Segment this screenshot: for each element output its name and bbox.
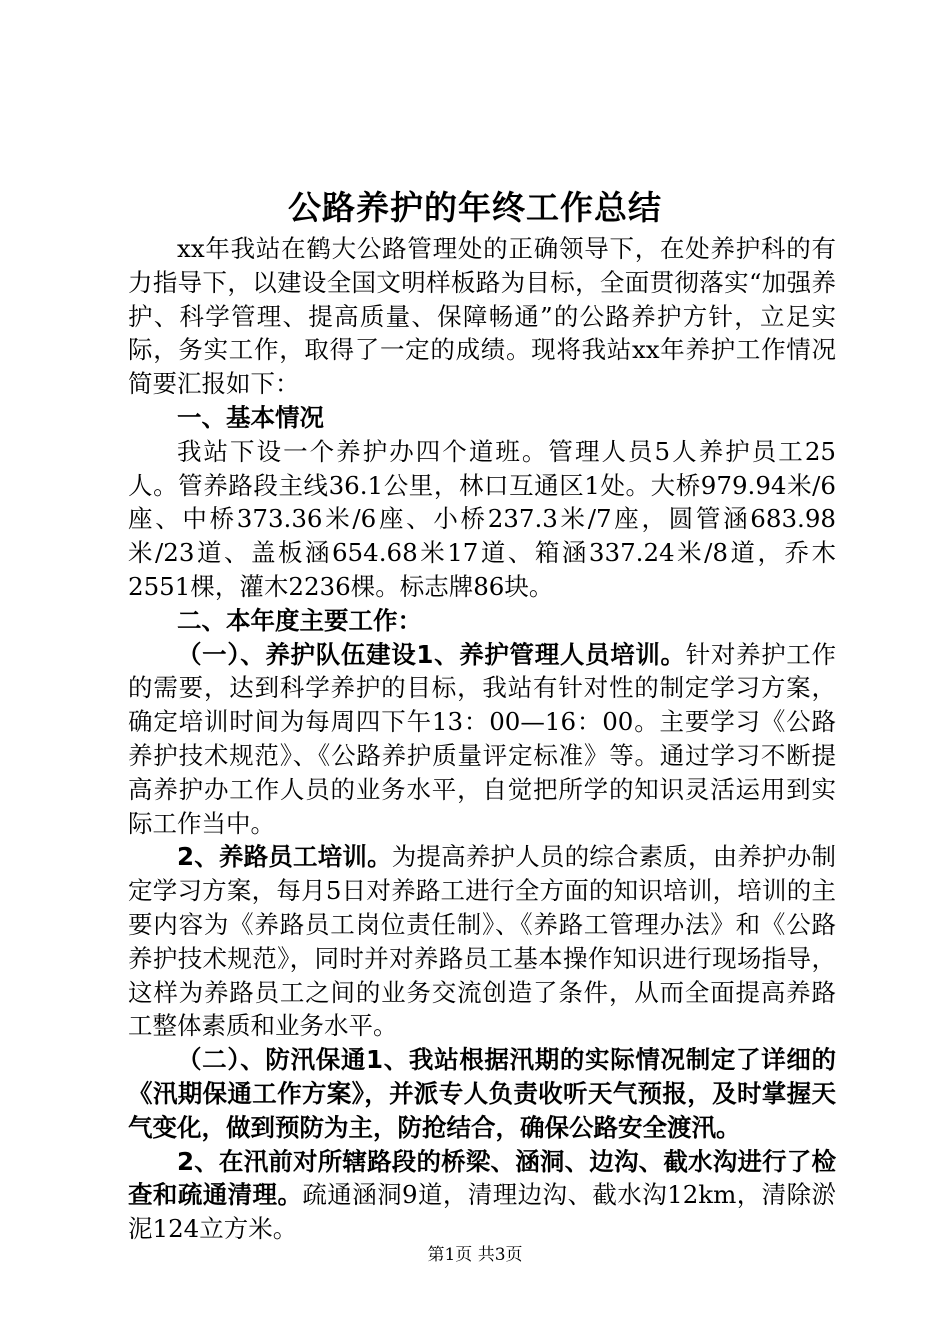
drainage-lead: 2、在汛前对所辖路段的桥梁、涵洞、边沟、截水沟进行了检查和疏通清理。 [128, 1146, 836, 1210]
team-building-text: 针对养护工作的需要，达到科学养护的目标，我站有针对性的制定学习方案，确定培训时间为每周四下午13：00—16：00。主要学习《公路养护技术规范》、《公路养护质量评定标准》等。通过学习不断提高养护办工作人员的业务水平，自觉把所学的知识灵活运用到实际工作当中。 [128, 639, 837, 838]
team-building-lead: （一）、养护队伍建设1、养护管理人员培训。 [177, 639, 686, 669]
worker-training-text: 为提高养护人员的综合素质，由养护办制定学习方案，每月5日对养路工进行全方面的知识培训，培训的主要内容为《养路员工岗位责任制》、《养路工管理办法》和《公路养护技术规范》，同时并对养路员工基本操作知识进行现场指导，这样为养路员工之间的业务交流创造了条件，从而全面提高养路工整体素质和业务水平。 [128, 842, 837, 1041]
drainage-text: 疏通涵洞9道，清理边沟、截水沟12km，清除淤泥124立方米。 [128, 1180, 837, 1244]
basic-info-paragraph: 我站下设一个养护办四个道班。管理人员5人养护员工25人。管养路段主线36.1公里，林口互通区1处。大桥979.94米/6座、中桥373.36米/6座、小桥237.3米/7座，圆管涵683.98米/23道、盖板涵654.68米17道、箱涵337.24米/8道，乔木2551棵，灌木2236棵。标志牌86块。 [128, 436, 836, 601]
document-title: 公路养护的年终工作总结 [288, 188, 662, 227]
worker-training-paragraph [128, 840, 836, 1043]
worker-training-lead: 2、养路员工培训。 [177, 842, 392, 872]
section-heading-main-work: 二、本年度主要工作： [177, 605, 422, 635]
document-body [128, 232, 836, 1246]
intro-paragraph: xx年我站在鹤大公路管理处的正确领导下，在处养护科的有力指导下，以建设全国文明样板路为目标，全面贯彻落实“加强养护、科学管理、提高质量、保障畅通”的公路养护方针，立足实际，务实工作，取得了一定的成绩。现将我站xx年养护工作情况简要汇报如下： [128, 234, 836, 399]
section-heading-basic: 一、基本情况 [177, 402, 324, 432]
drainage-paragraph [128, 1145, 836, 1246]
page-footer: 第1页 共3页 [427, 1245, 523, 1265]
team-building-paragraph [128, 638, 836, 841]
flood-control-paragraph: （二）、防汛保通1、我站根据汛期的实际情况制定了详细的《汛期保通工作方案》，并派专人负责收听天气预报，及时掌握天气变化，做到预防为主，防抢结合，确保公路安全渡汛。 [128, 1045, 836, 1142]
